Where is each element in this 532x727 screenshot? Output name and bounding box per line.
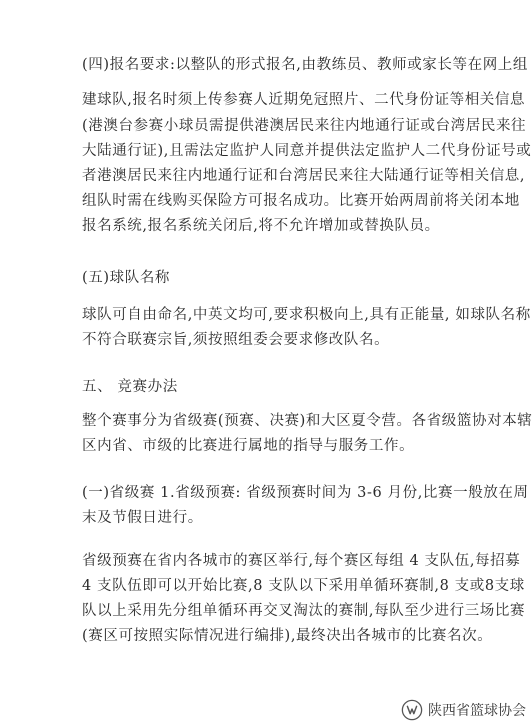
text-line: (一)省级赛 1.省级预赛: 省级预赛时间为 3-6 月份,比赛一般放在周	[82, 485, 529, 501]
text-line: 建球队,报名时须上传参赛人近期免冠照片、二代身份证等相关信息	[82, 92, 526, 108]
text-line: 球队可自由命名,中英文均可,要求积极向上,具有正能量, 如球队名称	[82, 307, 531, 323]
text-line: 省级预赛在省内各城市的赛区举行,每个赛区每组 4 支队伍,每招募	[82, 553, 521, 569]
text-line: (四)报名要求:以整队的形式报名,由教练员、教师或家长等在网上组	[82, 57, 529, 73]
text-line: 整个赛事分为省级赛(预赛、决赛)和大区夏令营。各省级篮协对本辖	[82, 413, 532, 429]
text-line: 4 支队伍即可以开始比赛,8 支队以下采用单循环赛制,8 支或8支球	[82, 578, 525, 594]
text-line: 大陆通行证),且需法定监护人同意并提供法定监护人二代身份证号或	[82, 143, 532, 159]
wechat-channel-icon	[401, 699, 423, 721]
section-heading-competition-method: 五、 竞赛办法	[82, 379, 178, 395]
subsection-heading-team-name: (五)球队名称	[82, 270, 171, 286]
text-line: 组队时需在线购买保险方可报名成功。比赛开始两周前将关闭本地	[82, 193, 520, 209]
text-line: (赛区可按照实际情况进行编排),最终决出各城市的比赛名次。	[82, 628, 493, 644]
watermark-text: 陕西省篮球协会	[428, 703, 526, 719]
text-line: 者港澳居民来往内地通行证和台湾居民来往大陆通行证等相关信息,	[82, 168, 526, 184]
text-line: 末及节假日进行。	[82, 510, 203, 526]
text-line: 区内省、市级的比赛进行属地的指导与服务工作。	[82, 438, 415, 454]
text-line: (港澳台参赛小球员需提供港澳居民来往内地通行证或台湾居民来往	[82, 118, 527, 134]
text-line: 队以上采用先分组单循环再交叉淘汰的赛制,每队至少进行三场比赛	[82, 603, 526, 619]
text-line: 报名系统,报名系统关闭后,将不允许增加或替换队员。	[82, 218, 440, 234]
watermark	[401, 699, 526, 721]
text-line: 不符合联赛宗旨,须按照组委会要求修改队名。	[82, 332, 390, 348]
